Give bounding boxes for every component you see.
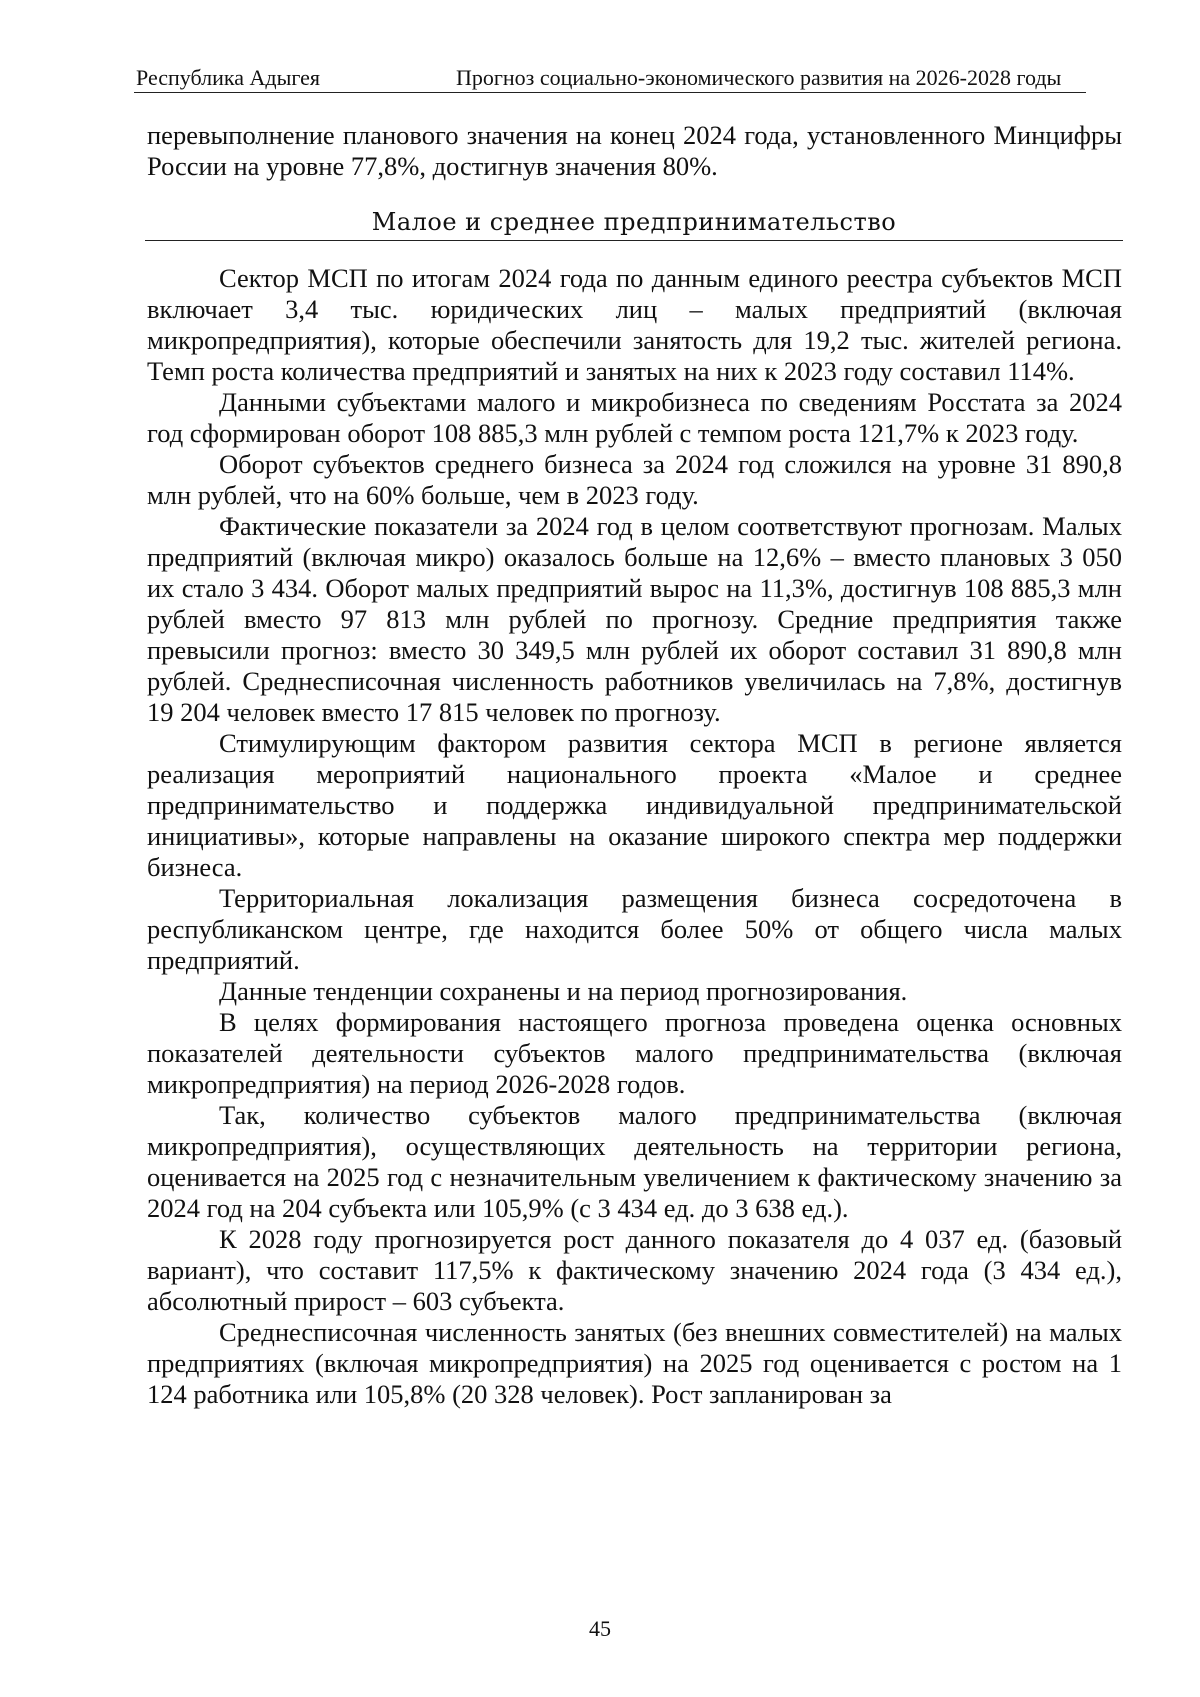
paragraph-1: Сектор МСП по итогам 2024 года по данным единого реестра субъектов МСП включает 3,4 тыс. юридических лиц – малых предприятий (включая микропредприятия), которые обеспечили занятость для 19,2 тыс. жителей региона. Темп роста количества предприятий и занятых на них к 2023 году составил 114%.: [147, 263, 1122, 386]
paragraph-2: Данными субъектами малого и микробизнеса по сведениям Росстата за 2024 год сформирован оборот 108 885,3 млн рублей с темпом роста 121,7% к 2023 году.: [147, 387, 1122, 448]
page-number: 45: [589, 1616, 611, 1641]
header-region: Республика Адыгея: [136, 65, 321, 90]
paragraph-7: Данные тенденции сохранены и на период прогнозирования.: [219, 976, 908, 1006]
paragraph-6: Территориальная локализация размещения бизнеса сосредоточена в республиканском центре, где находится более 50% от общего числа малых предприятий.: [147, 883, 1122, 975]
header-document-title: Прогноз социально-экономического развития на 2026-2028 годы: [456, 65, 1062, 90]
paragraph-8: В целях формирования настоящего прогноза проведена оценка основных показателей деятельности субъектов малого предпринимательства (включая микропредприятия) на период 2026-2028 годов.: [147, 1007, 1122, 1099]
paragraph-10: К 2028 году прогнозируется рост данного показателя до 4 037 ед. (базовый вариант), что составит 117,5% к фактическому значению 2024 года (3 434 ед.), абсолютный прирост – 603 субъекта.: [147, 1224, 1122, 1316]
section-heading: Малое и среднее предпринимательство: [145, 206, 1123, 241]
paragraph-9: Так, количество субъектов малого предпринимательства (включая микропредприятия), осуществляющих деятельность на территории региона, оценивается на 2025 год с незначительным увеличением к фактическому значению за 2024 год на 204 субъекта или 105,9% (с 3 434 ед. до 3 638 ед.).: [147, 1100, 1122, 1223]
paragraph-5: Стимулирующим фактором развития сектора МСП в регионе является реализация мероприятий национального проекта «Малое и среднее предпринимательство и поддержка индивидуальной предпринимательской инициативы», которые направлены на оказание широкого спектра мер поддержки бизнеса.: [147, 728, 1122, 882]
page-content: [147, 120, 1122, 1410]
intro-paragraph: перевыполнение планового значения на конец 2024 года, установленного Минцифры России на уровне 77,8%, достигнув значения 80%.: [147, 120, 1122, 181]
paragraph-11: Среднесписочная численность занятых (без внешних совместителей) на малых предприятиях (включая микропредприятия) на 2025 год оценивается с ростом на 1 124 работника или 105,8% (20 328 человек). Рост запланирован за: [147, 1317, 1122, 1409]
running-header: [134, 64, 1086, 93]
paragraph-3: Оборот субъектов среднего бизнеса за 2024 год сложился на уровне 31 890,8 млн рублей, что на 60% больше, чем в 2023 году.: [147, 449, 1122, 510]
paragraph-4: Фактические показатели за 2024 год в целом соответствуют прогнозам. Малых предприятий (включая микро) оказалось больше на 12,6% – вместо плановых 3 050 их стало 3 434. Оборот малых предприятий вырос на 11,3%, достигнув 108 885,3 млн рублей вместо 97 813 млн рублей по прогнозу. Средние предприятия также превысили прогноз: вместо 30 349,5 млн рублей их оборот составил 31 890,8 млн рублей. Среднесписочная численность работников увеличилась на 7,8%, достигнув 19 204 человек вместо 17 815 человек по прогнозу.: [147, 511, 1122, 727]
